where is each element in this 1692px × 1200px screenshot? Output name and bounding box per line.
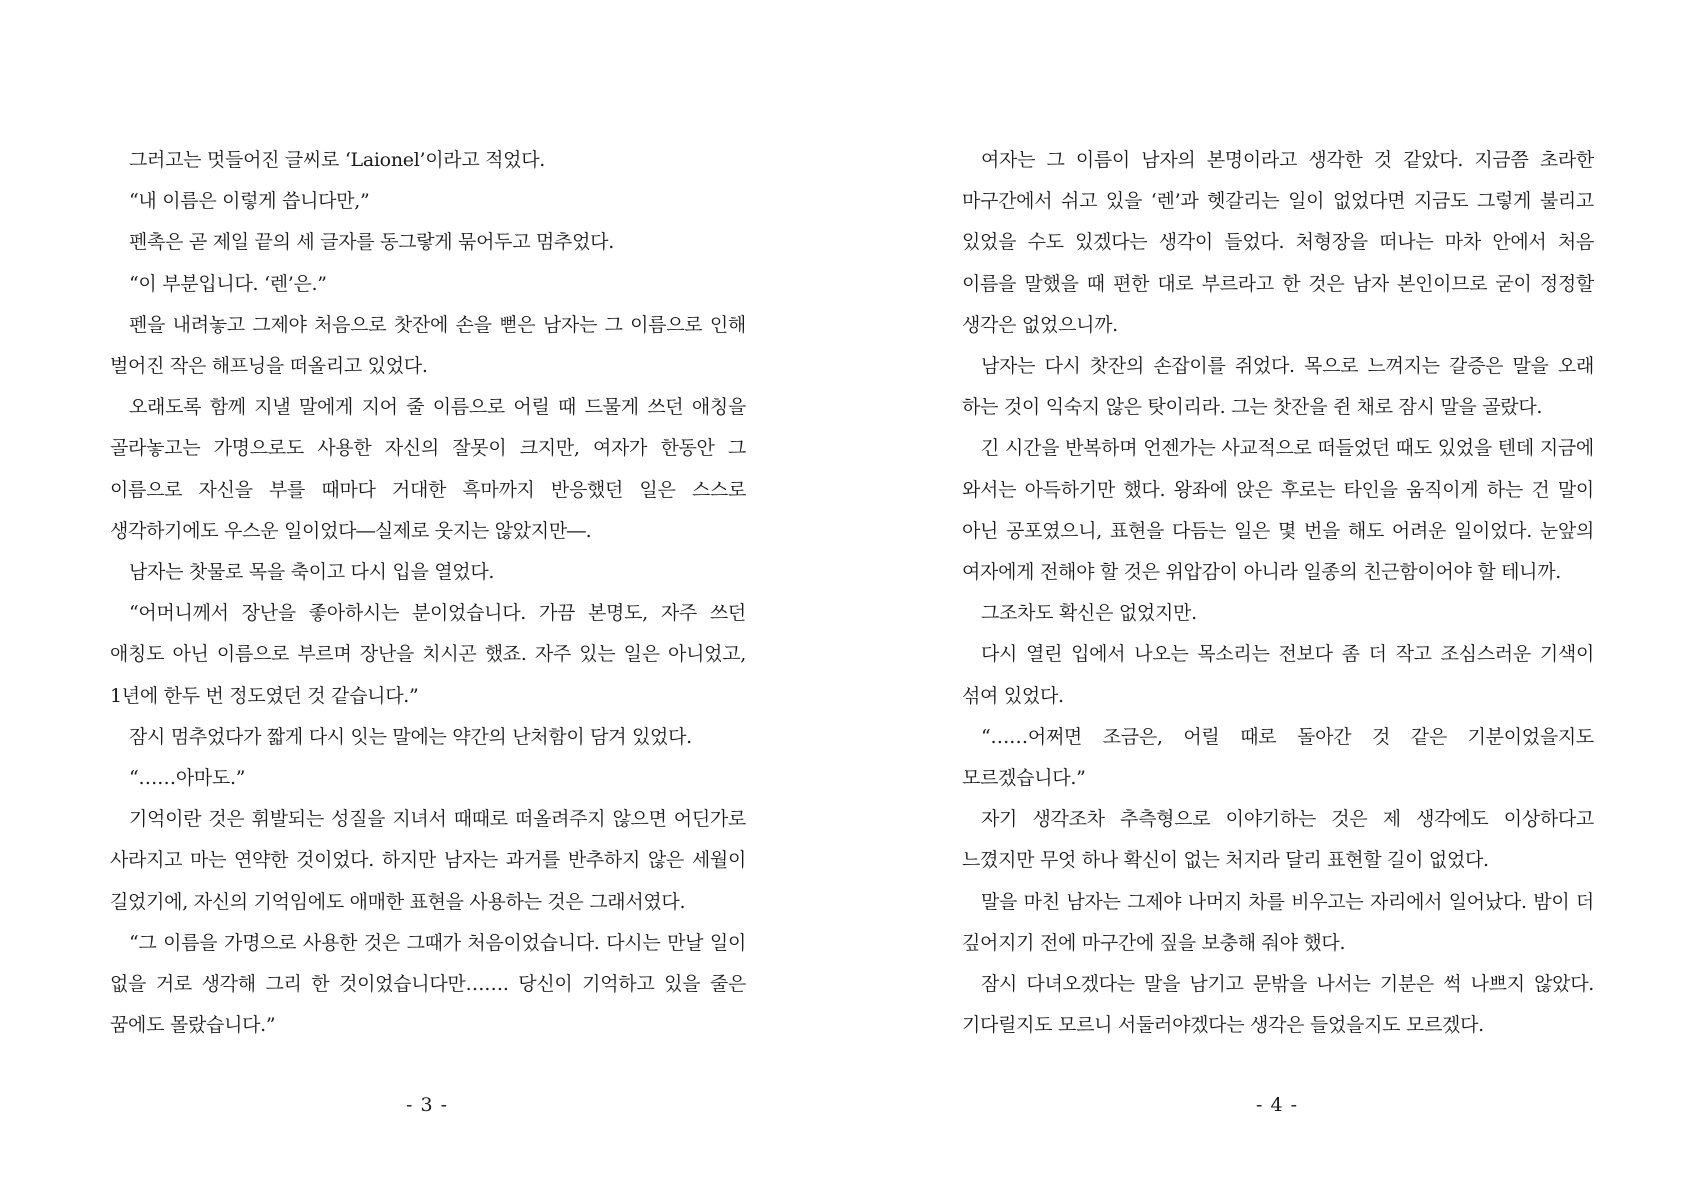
paragraph: 잠시 다녀오겠다는 말을 남기고 문밖을 나서는 기분은 썩 나쁘지 않았다. 기다릴지도 모르니 서둘러야겠다는 생각은 들었을지도 모르겠다. — [962, 973, 1594, 1037]
paragraph: 그조차도 확신은 없었지만. — [981, 602, 1197, 625]
paragraph: 펜을 내려놓고 그제야 처음으로 찻잔에 손을 뻗은 남자는 그 이름으로 인해 벌어진 작은 해프닝을 떠올리고 있었다. — [110, 313, 746, 378]
paragraph: “어머니께서 장난을 좋아하시는 분이었습니다. 가끔 본명도, 자주 쓰던 애칭도 아닌 이름으로 부르며 장난을 치시곤 했죠. 자주 있는 일은 아니었고, 1년에 한두 번 정도였던 것 같습니다.” — [110, 602, 746, 707]
paragraph: 말을 마친 남자는 그제야 나머지 차를 비우고는 자리에서 일어났다. 밤이 더 깊어지기 전에 마구간에 짚을 보충해 줘야 했다. — [962, 890, 1594, 954]
paragraph: “이 부분입니다. ‘렌’은.” — [129, 272, 327, 295]
paragraph: 남자는 찻물로 목을 축이고 다시 입을 열었다. — [129, 561, 495, 584]
paragraph: “……어쩌면 조금은, 어릴 때로 돌아간 것 같은 기분이었을지도 모르겠습니다.” — [962, 725, 1594, 790]
page-3-number: - 3 - — [405, 1094, 448, 1116]
paragraph: “그 이름을 가명으로 사용한 것은 그때가 처음이었습니다. 다시는 만날 일이 없을 거로 생각해 그리 한 것이었습니다만……. 당신이 기억하고 있을 줄은 꿈에도 몰랐습니다.” — [110, 931, 746, 1037]
paragraph: “……아마도.” — [129, 767, 246, 790]
page-4-body-text — [962, 140, 1594, 1046]
paragraph: 여자는 그 이름이 남자의 본명이라고 생각한 것 같았다. 지금쯤 초라한 마구간에서 쉬고 있을 ‘렌’과 헷갈리는 일이 없었다면 지금도 그렇게 불리고 있었을 수도 있겠다는 생각이 들었다. 처형장을 떠나는 마차 안에서 처음 이름을 말했을 때 편한 대로 부르라고 한 것은 남자 본인이므로 굳이 정정할 생각은 없었으니까. — [962, 149, 1594, 336]
page-3-body-text — [110, 140, 746, 1046]
paragraph: 다시 열린 입에서 나오는 목소리는 전보다 좀 더 작고 조심스러운 기색이 섞여 있었다. — [962, 643, 1594, 707]
paragraph: 자기 생각조차 추측형으로 이야기하는 것은 제 생각에도 이상하다고 느꼈지만 무엇 하나 확신이 없는 처지라 달리 표현할 길이 없었다. — [962, 808, 1594, 872]
paragraph: 펜촉은 곧 제일 끝의 세 글자를 동그랗게 묶어두고 멈추었다. — [129, 231, 614, 254]
paragraph: 긴 시간을 반복하며 언젠가는 사교적으로 떠들었던 때도 있었을 텐데 지금에 와서는 아득하기만 했다. 왕좌에 앉은 후로는 타인을 움직이게 하는 건 말이 아닌 공포였으니, 표현을 다듬는 일은 몇 번을 해도 어려운 일이었다. 눈앞의 여자에게 전해야 할 것은 위압감이 아니라 일종의 친근함이어야 할 테니까. — [962, 437, 1594, 584]
paragraph: 남자는 다시 찻잔의 손잡이를 쥐었다. 목으로 느껴지는 갈증은 말을 오래 하는 것이 익숙지 않은 탓이리라. 그는 찻잔을 쥔 채로 잠시 말을 골랐다. — [962, 355, 1594, 419]
page-4 — [846, 0, 1692, 1200]
page-4-number: - 4 - — [1255, 1094, 1298, 1116]
paragraph: “내 이름은 이렇게 씁니다만,” — [129, 190, 370, 213]
paragraph: 잠시 멈추었다가 짧게 다시 잇는 말에는 약간의 난처함이 담겨 있었다. — [129, 725, 692, 748]
paragraph: 오래도록 함께 지낼 말에게 지어 줄 이름으로 어릴 때 드물게 쓰던 애칭을 골라놓고는 가명으로도 사용한 자신의 잘못이 크지만, 여자가 한동안 그 이름으로 자신을 부를 때마다 거대한 흑마까지 반응했던 일은 스스로 생각하기에도 우스운 일이었다―실제로 웃지는 않았지만―. — [110, 396, 746, 542]
paragraph: 기억이란 것은 휘발되는 성질을 지녀서 때때로 떠올려주지 않으면 어딘가로 사라지고 마는 연약한 것이었다. 하지만 남자는 과거를 반추하지 않은 세월이 길었기에, 자신의 기억임에도 애매한 표현을 사용하는 것은 그래서였다. — [110, 808, 746, 913]
paragraph: 그러고는 멋들어진 글씨로 ‘Laionel’이라고 적었다. — [129, 149, 546, 171]
